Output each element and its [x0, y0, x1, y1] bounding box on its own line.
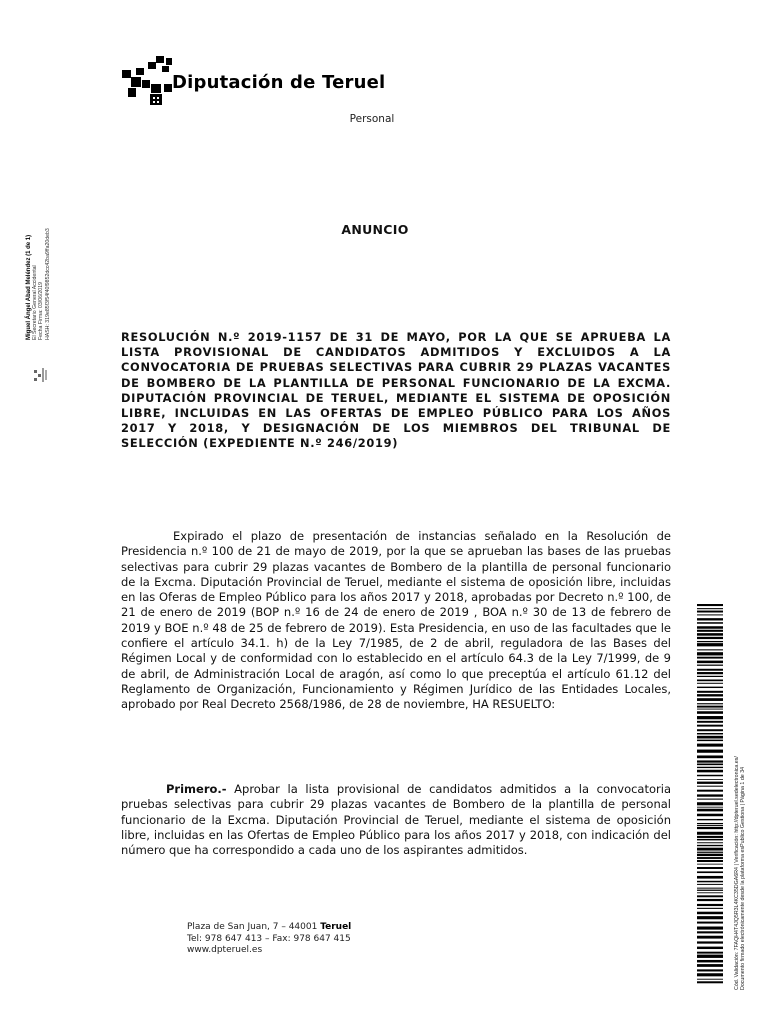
primero-lead: Primero.- [166, 782, 227, 796]
logo-text: Diputación de Teruel [172, 72, 386, 93]
signer-role: El Secretario General Accidental [32, 265, 39, 340]
resolution-heading: RESOLUCIÓN N.º 2019-1157 DE 31 DE MAYO, POR LA QUE SE APRUEBA LA LISTA PROVISIONAL DE CANDIDATOS ADMITIDOS Y EXCLUIDOS A LA CONVOCATORIA DE PRUEBAS SELECTIVAS PARA CUBRIR 29 PLAZAS VACANTES DE BOMBERO DE LA PLANTILLA DE PERSONAL FUNCIONARIO DE LA EXCMA. DIPUTACIÓN PROVINCIAL DE TERUEL, MEDIANTE EL SISTEMA DE OPOSICIÓN LIBRE, INCLUIDAS EN LAS OFERTAS DE EMPLEO PÚBLICO PARA LOS AÑOS 2017 Y 2018, Y DESIGNACIÓN DE LOS MIEMBROS DEL TRIBUNAL DE SELECCIÓN (EXPEDIENTE N.º 246/2019) [121, 330, 671, 451]
barcode-icon [697, 604, 723, 984]
title-text: ANUNCIO [341, 222, 409, 237]
verification-text [732, 665, 762, 990]
sign-date: Fecha Firma: 03/06/2019 [38, 282, 45, 340]
verification-line1: Cód. Validación: 7FAQH4T4JQ5R3L4KC35DGA6R4 | Verificación: http://dpteruel.sedelectronica.es/ [734, 756, 740, 990]
primero-text: Aprobar la lista provisional de candidatos admitidos a la convocatoria pruebas selectivas para cubrir 29 plazas vacantes de Bombero de la plantilla de personal funcionario de la Excma. Diputación Provincial de Teruel, mediante el sistema de oposición libre, incluidas en las Ofertas de Empleo Público para los años 2017 y 2018, con indicación del número que ha correspondido a cada uno de los aspirantes admitidos. [121, 782, 671, 858]
seal-icon [30, 360, 52, 390]
document-title [0, 222, 770, 237]
paragraph-intro: Expirado el plazo de presentación de instancias señalado en la Resolución de Presidencia n.º 100 de 21 de mayo de 2019, por la que se aprueban las bases de las pruebas selectivas para cubrir 29 plazas vacantes de Bombero de la plantilla de personal funcionario de la Excma. Diputación Provincial de Teruel, mediante el sistema de oposición libre, incluidas en las Oferas de Empleo Público para los años 2017 y 2018, aprobadas por Decreto n.º 100, de 21 de enero de 2019 (BOP n.º 16 de 24 de enero de 2019 , BOA n.º 30 de 13 de febrero de 2019 y BOE n.º 48 de 25 de febrero de 2019). Esta Presidencia, en uso de las facultades que le confiere el artículo 34.1. h) de la Ley 7/1985, de 2 de abril, reguladora de las Bases del Régimen Local y de conformidad con lo establecido en el artículo 64.3 de la Ley 7/1999, de 9 de abril, de Administración Local de aragón, así como lo que preceptúa el artículo 61.12 del Reglamento de Organización, Funcionamiento y Régimen Jurídico de las Entidades Locales, aprobado por Real Decreto 2568/1986, de 28 de noviembre, HA RESUELTO: [121, 529, 671, 712]
verification-line2: Documento firmado electrónicamente desde la plataforma esPublico Gestiona | Página 1 de 34 [740, 766, 747, 990]
sign-hash: HASH: 319e85f3f54f40f9852dcc42ba9ffa20deb3 [44, 228, 51, 340]
diputacion-logo-icon [122, 56, 172, 106]
signer-name: Miguel Ángel Abad Meléndez (1 de 1) [26, 234, 32, 340]
contact-phone: Tel: 978 647 413 – Fax: 978 647 415 [187, 933, 351, 944]
department-text: Personal [349, 113, 395, 125]
address-street: Plaza de San Juan, 7 – 44001 [187, 922, 321, 932]
address-city: Teruel [320, 922, 352, 932]
department-label [0, 113, 770, 125]
footer-address [187, 922, 351, 957]
logo [122, 56, 422, 106]
website-link[interactable]: www.dpteruel.es [187, 945, 263, 956]
paragraph-primero [121, 782, 671, 858]
